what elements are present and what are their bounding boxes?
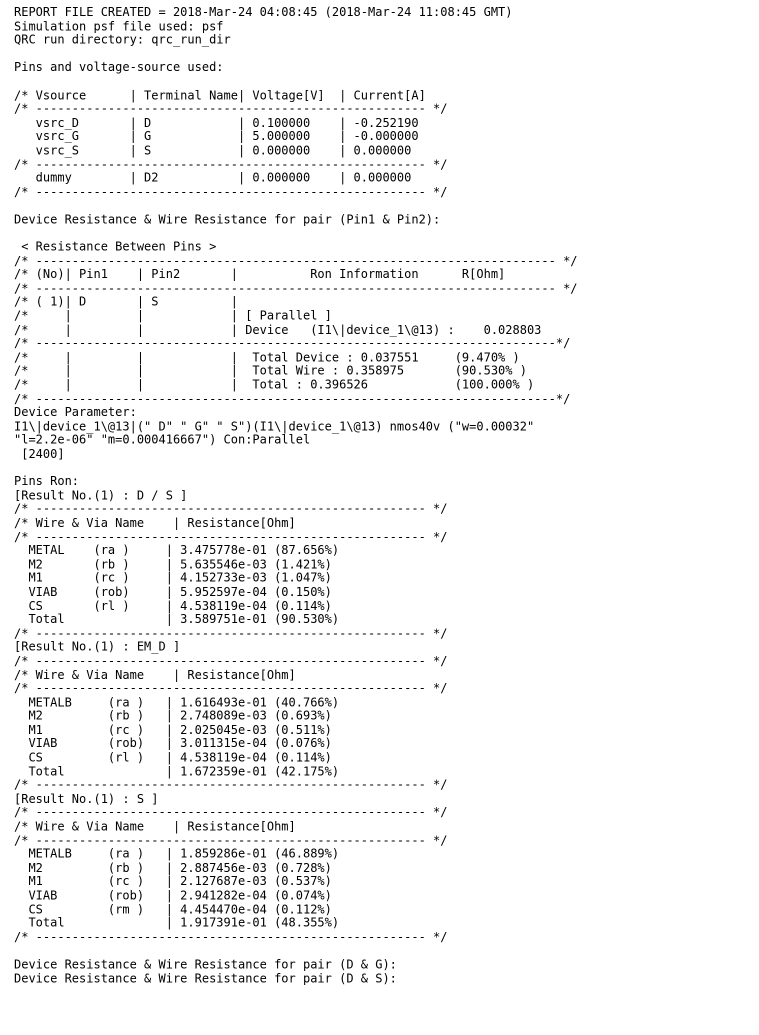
report-line: VIAB (rob) | 5.952597e-04 (0.150%) — [14, 584, 332, 599]
report-line: M1 (rc ) | 4.152733e-03 (1.047%) — [14, 570, 332, 585]
report-line: /* ------------------------------------------------------ */ — [14, 625, 448, 641]
report-line: dummy | D2 | 0.000000 | 0.000000 — [14, 170, 412, 185]
report-line: M2 (rb ) | 5.635546e-03 (1.421%) — [14, 556, 332, 572]
report-line: /* ------------------------------------------------------ */ — [14, 101, 448, 116]
blank-line — [14, 75, 759, 89]
report-line: I1\|device_1\@13|(" D" " G" " S")(I1\|device_1\@13) nmos40v ("w=0.00032" — [14, 419, 535, 434]
report-line: Pins and voltage-source used: — [14, 60, 224, 75]
report-line: [2400] — [14, 446, 65, 461]
report-line: Simulation psf file used: psf — [14, 18, 224, 34]
blank-line — [14, 227, 759, 241]
report-line: /* | | | Total Device : 0.037551 (9.470% ) — [14, 350, 520, 365]
report-line: /* ------------------------------------------------------ */ — [14, 805, 448, 820]
report-line: Total | 3.589751e-01 (90.530%) — [14, 612, 340, 627]
report-line: M1 (rc ) | 2.127687e-03 (0.537%) — [14, 874, 332, 889]
report-line: /* Wire & Via Name | Resistance[Ohm] — [14, 515, 296, 530]
report-line: CS (rl ) | 4.538119e-04 (0.114%) — [14, 750, 332, 765]
report-line: "l=2.2e-06" "m=0.000416667") Con:Parallel — [14, 432, 311, 448]
report-line: /* | | | Total Wire : 0.358975 (90.530% ) — [14, 363, 527, 379]
report-line: /* ------------------------------------------------------ */ — [14, 156, 448, 172]
report-line: VIAB (rob) | 3.011315e-04 (0.076%) — [14, 736, 332, 751]
report-line: vsrc_G | G | 5.000000 | -0.000000 — [14, 129, 419, 144]
report-line: METALB (ra ) | 1.616493e-01 (40.766%) — [14, 694, 340, 710]
report-line: METAL (ra ) | 3.475778e-01 (87.656%) — [14, 543, 340, 558]
report-line: M2 (rb ) | 2.748089e-03 (0.693%) — [14, 708, 332, 723]
report-line: Device Parameter: — [14, 405, 137, 420]
report-line: VIAB (rob) | 2.941282e-04 (0.074%) — [14, 888, 332, 903]
blank-line — [14, 47, 759, 61]
blank-line — [14, 199, 759, 213]
report-line: [Result No.(1) : D / S ] — [14, 487, 188, 503]
report-line: /* ------------------------------------------------------------------------ */ — [14, 281, 578, 296]
report-line: QRC run directory: qrc_run_dir — [14, 32, 231, 47]
report-line: vsrc_S | S | 0.000000 | 0.000000 — [14, 143, 412, 158]
report-line: Pins Ron: — [14, 474, 80, 489]
report-line: /* Vsource | Terminal Name| Voltage[V] | Current[A] — [14, 87, 426, 103]
report-line: /* ------------------------------------------------------ */ — [14, 777, 448, 792]
report-line: /* Wire & Via Name | Resistance[Ohm] — [14, 667, 296, 682]
report-line: CS (rm ) | 4.454470e-04 (0.112%) — [14, 901, 332, 917]
report-line: /* ------------------------------------------------------ */ — [14, 929, 448, 944]
report-line: /* ------------------------------------------------------ */ — [14, 184, 448, 199]
report-line: /* | | | [ Parallel ] — [14, 308, 332, 323]
report-line: /* | | | Total : 0.396526 (100.000% ) — [14, 377, 535, 392]
report-line: Device Resistance & Wire Resistance for pair (D & S): — [14, 970, 397, 986]
blank-line — [14, 461, 759, 475]
report-line: < Resistance Between Pins > — [14, 239, 217, 254]
report-line: /* ------------------------------------------------------ */ — [14, 529, 448, 544]
report-line: [Result No.(1) : S ] — [14, 791, 159, 806]
report-line: /* Wire & Via Name | Resistance[Ohm] — [14, 819, 296, 834]
report-line: /* ------------------------------------------------------------------------ */ — [14, 253, 578, 268]
report-line: /* ------------------------------------------------------ */ — [14, 681, 448, 696]
report-line: M1 (rc ) | 2.025045e-03 (0.511%) — [14, 722, 332, 737]
report-line: vsrc_D | D | 0.100000 | -0.252190 — [14, 115, 419, 130]
report-line: [Result No.(1) : EM_D ] — [14, 639, 181, 654]
report-line: /* ------------------------------------------------------ */ — [14, 653, 448, 668]
report-line: /* ------------------------------------------------------ */ — [14, 832, 448, 848]
report-line: CS (rl ) | 4.538119e-04 (0.114%) — [14, 598, 332, 613]
report-line: /* | | | Device (I1\|device_1\@13) : 0.028803 — [14, 322, 542, 337]
report-line: /* ( 1)| D | S | — [14, 294, 238, 310]
report-line: M2 (rb ) | 2.887456e-03 (0.728%) — [14, 860, 332, 875]
report-line: METALB (ra ) | 1.859286e-01 (46.889%) — [14, 846, 340, 861]
report-line: Device Resistance & Wire Resistance for pair (D & G): — [14, 957, 397, 972]
report-line: /* ------------------------------------------------------------------------*/ — [14, 336, 571, 351]
report-line: Device Resistance & Wire Resistance for pair (Pin1 & Pin2): — [14, 212, 441, 227]
report-line: /* (No)| Pin1 | Pin2 | Ron Information R[Ohm] — [14, 267, 506, 282]
report-line: /* ------------------------------------------------------ */ — [14, 501, 448, 517]
report-line: Total | 1.672359e-01 (42.175%) — [14, 763, 340, 779]
report-line: /* ------------------------------------------------------------------------*/ — [14, 391, 571, 406]
blank-line — [14, 944, 759, 958]
report-line: REPORT FILE CREATED = 2018-Mar-24 04:08:45 (2018-Mar-24 11:08:45 GMT) — [14, 5, 513, 20]
report-line: Total | 1.917391e-01 (48.355%) — [14, 915, 340, 930]
